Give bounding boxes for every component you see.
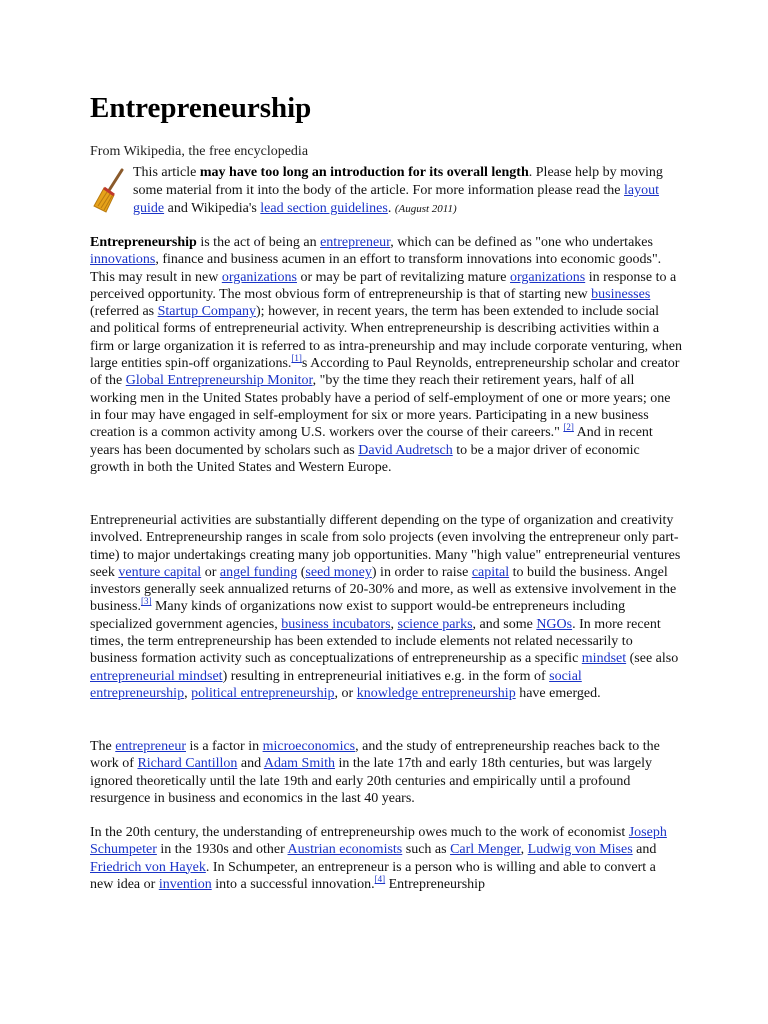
link-austrian-economists[interactable]: Austrian economists: [287, 842, 403, 858]
citation-4[interactable]: [4]: [374, 873, 386, 884]
link-mindset[interactable]: mindset: [581, 651, 627, 667]
link-ludwig-von-mises[interactable]: Ludwig von Mises: [527, 842, 633, 858]
article-notice: [92, 164, 672, 222]
link-political-entrepreneurship[interactable]: political entrepreneurship: [191, 685, 335, 701]
page-subtitle: From Wikipedia, the free encyclopedia: [90, 144, 309, 159]
citation-3[interactable]: [3]: [140, 596, 152, 607]
link-businesses[interactable]: businesses: [591, 286, 651, 302]
link-carl-menger[interactable]: Carl Menger: [450, 842, 521, 858]
link-richard-cantillon[interactable]: Richard Cantillon: [137, 756, 238, 772]
link-microeconomics[interactable]: microeconomics: [262, 739, 356, 754]
paragraph-history: The entrepreneur is a factor in microeconomics, and the study of entrepreneurship reaches back to the work of Richard Cantillon and Adam Smith in the late 17th and early 18th centuries, but was largely ignored theoretically until the late 19th and early 20th centuries and empirically until a profound resurgence in business and economics in the last 40 years.: [90, 739, 660, 806]
link-angel-funding[interactable]: angel funding: [219, 564, 298, 580]
link-social-entrepreneurship[interactable]: social entrepreneurship: [90, 668, 582, 701]
link-seed-money[interactable]: seed money: [305, 564, 372, 580]
link-capital[interactable]: capital: [471, 564, 510, 580]
citation-1[interactable]: [1]: [291, 353, 302, 364]
broom-icon: [92, 168, 126, 214]
link-entrepreneurial-mindset[interactable]: entrepreneurial mindset: [90, 668, 223, 684]
link-entrepreneur-2[interactable]: entrepreneur: [115, 739, 186, 754]
link-organizations-2[interactable]: organizations: [510, 269, 586, 285]
notice-text: This article may have too long an introduction for its overall length. Please help by moving some material from it into the body of the article. For more information please read the layout guide and Wikipedia's lead section guidelines. (August 2011): [133, 165, 663, 216]
link-david-audretsch[interactable]: David Audretsch: [358, 442, 453, 458]
page-title: Entrepreneurship: [90, 92, 312, 124]
link-science-parks[interactable]: science parks: [397, 616, 473, 632]
link-ngos[interactable]: NGOs: [536, 616, 573, 632]
notice-date: (August 2011): [394, 203, 457, 215]
link-joseph-schumpeter[interactable]: Joseph Schumpeter: [90, 825, 667, 858]
link-venture-capital[interactable]: venture capital: [118, 564, 202, 580]
link-invention[interactable]: invention: [158, 876, 212, 892]
link-global-entrepreneurship-monitor[interactable]: Global Entrepreneurship Monitor: [125, 373, 313, 389]
link-organizations[interactable]: organizations: [221, 269, 297, 285]
link-friedrich-von-hayek[interactable]: Friedrich von Hayek: [90, 859, 206, 875]
link-knowledge-entrepreneurship[interactable]: knowledge entrepreneurship: [356, 685, 516, 701]
link-entrepreneur[interactable]: entrepreneur: [320, 235, 391, 250]
link-startup-company[interactable]: Startup Company: [157, 304, 257, 320]
paragraph-20th-century: In the 20th century, the understanding of entrepreneurship owes much to the work of economist Joseph Schumpeter in the 1930s and other Austrian economists such as Carl Menger, Ludwig von Mises and Friedrich von Hayek. In Schumpeter, an entrepreneur is a person who is willing and able to convert a new idea or invention into a successful innovation.[4] Entrepreneurship: [90, 825, 667, 892]
lead-section-guidelines-link[interactable]: lead section guidelines: [260, 201, 388, 216]
citation-2[interactable]: [2]: [563, 422, 574, 433]
layout-guide-link[interactable]: layout guide: [133, 183, 660, 216]
paragraph-intro: Entrepreneurship is the act of being an entrepreneur, which can be defined as "one who undertakes innovations, finance and business acumen in an effort to transform innovations into economic goods". This may result in new organizations or may be part of revitalizing mature organizations in response to a perceived opportunity. The most obvious form of entrepreneurship is that of starting new businesses (referred as Startup Company); however, in recent years, the term has been extended to include social and political forms of entrepreneurial activity. When entrepreneurship is describing activities within a firm or large organization it is referred to as intra-preneurship and may include corporate venturing, when large entities spin-off organizations.[1]s According to Paul Reynolds, entrepreneurship scholar and creator of the Global Entrepreneurship Monitor, "by the time they reach their retirement years, half of all working men in the United States probably have a period of self-employment of one or more years; one in four may have engaged in self-employment for six or more years. Participating in a new business creation is a common activity among U.S. workers over the course of their careers." [2] And in recent years has been documented by scholars such as David Audretsch to be a major driver of economic growth in both the United States and Western Europe.: [90, 235, 682, 475]
link-adam-smith[interactable]: Adam Smith: [263, 756, 335, 772]
notice-bold-text: may have too long an introduction for its overall length: [199, 165, 529, 180]
term-bold: Entrepreneurship: [90, 235, 197, 250]
link-business-incubators[interactable]: business incubators: [281, 616, 391, 632]
link-innovations[interactable]: innovations: [90, 252, 156, 268]
paragraph-activities: Entrepreneurial activities are substantially different depending on the type of organization and creativity involved. Entrepreneurship ranges in scale from solo projects (even involving the entrepreneur only part-time) to major undertakings creating many job opportunities. Many "high value" entrepreneurial ventures seek venture capital or angel funding (seed money) in order to raise capital to build the business. Angel investors generally seek annualized returns of 20-30% and more, as well as extensive involvement in the business.[3] Many kinds of organizations now exist to support would-be entrepreneurs including specialized government agencies, business incubators, science parks, and some NGOs. In more recent times, the term entrepreneurship has been extended to include elements not related necessarily to business formation activity such as conceptualizations of entrepreneurship as a specific mindset (see also entrepreneurial mindset) resulting in entrepreneurial initiatives e.g. in the form of social entrepreneurship, political entrepreneurship, or knowledge entrepreneurship have emerged.: [90, 513, 681, 701]
